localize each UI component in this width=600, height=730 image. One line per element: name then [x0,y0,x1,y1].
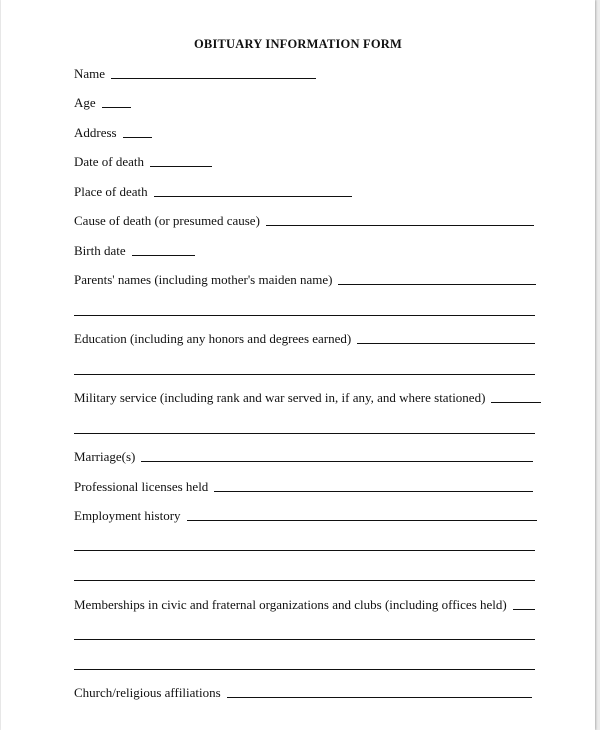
field-employment-history [74,508,537,524]
cause-of-death-blank[interactable] [266,225,534,226]
form-title: OBITUARY INFORMATION FORM [193,37,403,51]
field-professional-licenses [74,479,533,495]
memberships-label: Memberships in civic and fraternal organizations and clubs (including offices held) [74,597,507,612]
place-of-death-blank[interactable] [154,196,352,197]
field-place-of-death [74,184,352,200]
education-extra-line[interactable] [74,374,535,375]
military-service-extra-line[interactable] [74,433,535,434]
military-service-blank[interactable] [491,402,541,403]
name-blank[interactable] [111,78,316,79]
field-education [74,331,535,347]
place-of-death-label: Place of death [74,184,148,199]
field-church-affiliations [74,685,532,701]
field-age [74,95,131,111]
field-military-service [74,390,541,406]
address-blank[interactable] [123,137,152,138]
field-marriages [74,449,533,465]
education-blank[interactable] [357,343,535,344]
date-of-death-label: Date of death [74,154,145,169]
education-label: Education (including any honors and degrees earned) [74,331,352,346]
professional-licenses-label: Professional licenses held [74,479,209,494]
field-cause-of-death [74,213,534,229]
employment-history-extra-line-1[interactable] [74,550,535,551]
military-service-label: Military service (including rank and war served in, if any, and where stationed) [74,390,486,405]
field-address [74,125,152,141]
parents-names-blank[interactable] [338,284,536,285]
birth-date-blank[interactable] [132,255,195,256]
age-blank[interactable] [102,107,131,108]
date-of-death-blank[interactable] [150,166,212,167]
name-label: Name [74,66,106,81]
field-memberships [74,597,535,613]
form-page [1,0,595,730]
church-affiliations-label: Church/religious affiliations [74,685,221,700]
memberships-blank[interactable] [513,609,535,610]
professional-licenses-blank[interactable] [214,491,533,492]
age-label: Age [74,95,96,110]
field-parents-names [74,272,536,288]
memberships-extra-line-2[interactable] [74,669,535,670]
parents-names-label: Parents' names (including mother's maiden name) [74,272,333,287]
memberships-extra-line-1[interactable] [74,639,535,640]
church-affiliations-blank[interactable] [227,697,532,698]
address-label: Address [74,125,117,140]
field-name [74,66,316,82]
parents-names-extra-line[interactable] [74,315,535,316]
field-date-of-death [74,154,212,170]
cause-of-death-label: Cause of death (or presumed cause) [74,213,260,228]
employment-history-blank[interactable] [187,520,537,521]
employment-history-extra-line-2[interactable] [74,580,535,581]
birth-date-label: Birth date [74,243,126,258]
marriages-blank[interactable] [141,461,533,462]
field-birth-date [74,243,195,259]
employment-history-label: Employment history [74,508,181,523]
marriages-label: Marriage(s) [74,449,136,464]
